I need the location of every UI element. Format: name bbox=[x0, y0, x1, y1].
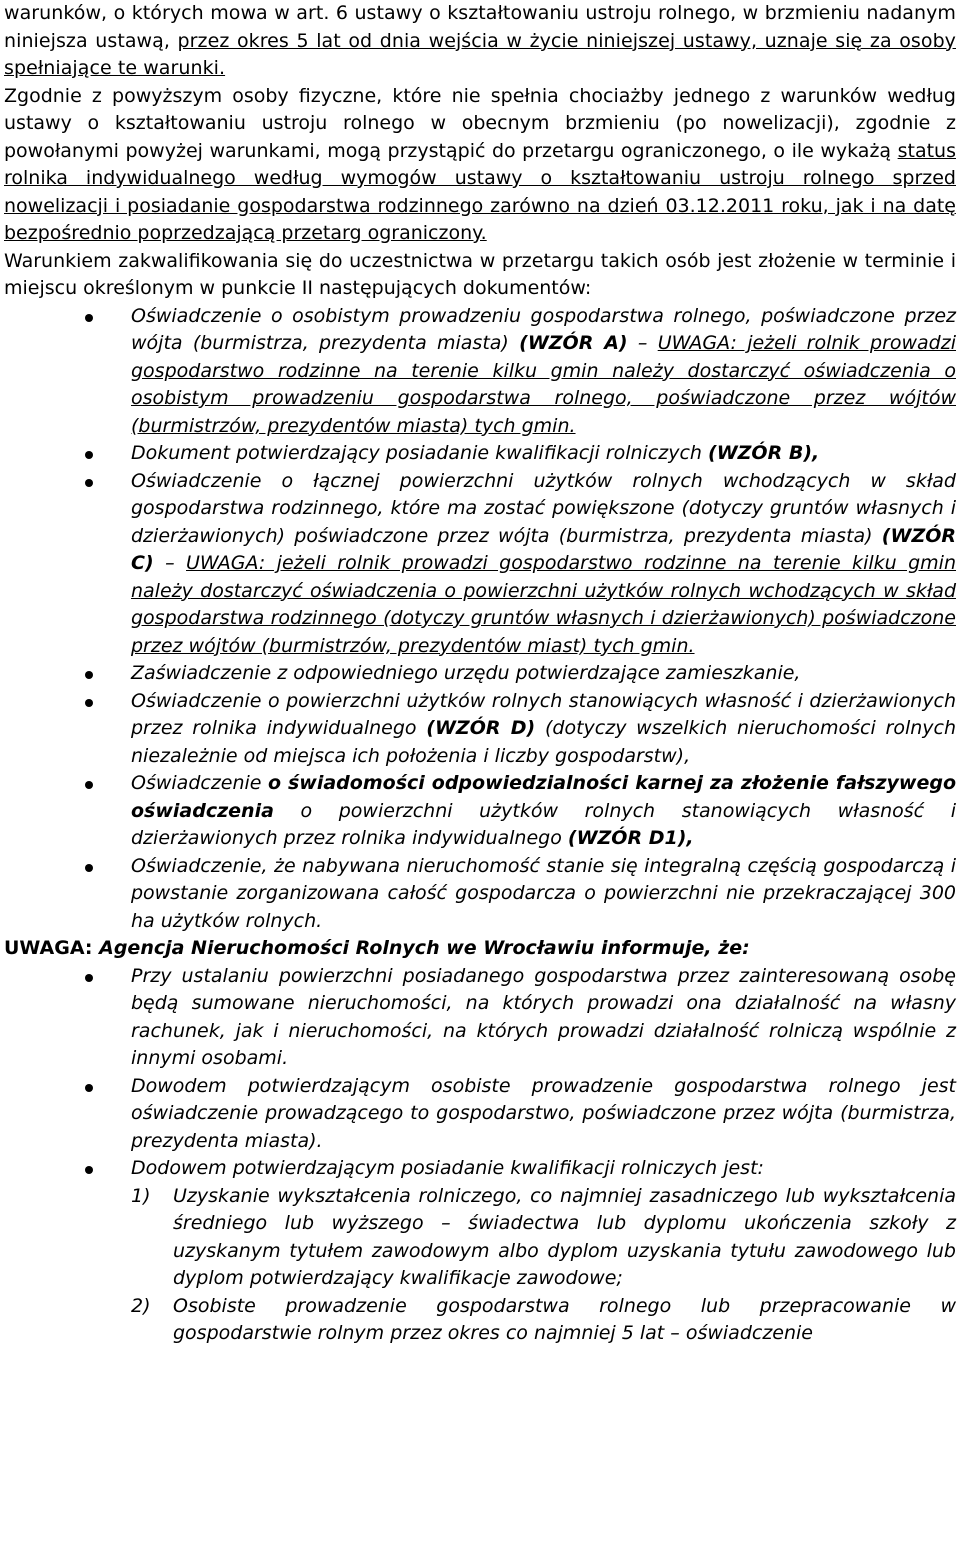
documents-list bbox=[4, 303, 956, 936]
list-item bbox=[4, 963, 956, 1073]
item-text: Oświadczenie bbox=[131, 772, 262, 794]
sublist-number: 1) bbox=[131, 1184, 151, 1207]
bullet-icon bbox=[85, 314, 93, 322]
intro-underlined-text: przez okres 5 lat od dnia wejścia w życie niniejszej ustawy, uznaje się za osoby spełniające te warunki. bbox=[4, 29, 956, 79]
item-emphasis: o świadomości odpowiedzialności karnej za złożenie fałszywego oświadczenia bbox=[131, 772, 956, 822]
conditions-text: Zgodnie z powyższym osoby fizyczne, które nie spełnia chociażby jednego z warunków według ustawy o kształtowaniu ustroju rolnego w obecnym brzmieniu (po nowelizacji), zgodnie z powołanymi powyżej warunkami, mogą przystąpić do przetargu ograniczonego, o ile wykażą bbox=[4, 84, 956, 162]
template-reference: (WZÓR B), bbox=[708, 442, 820, 464]
item-text: Oświadczenie o powierzchni użytków rolnych stanowiących własność i dzierżawionych przez rolnika indywidualnego bbox=[131, 689, 956, 739]
item-text-continued: o powierzchni użytków rolnych stanowiących własność i dzierżawionych przez rolnika indywidualnego bbox=[131, 799, 957, 849]
item-text-continued: (dotyczy wszelkich nieruchomości rolnych niezależnie od miejsca ich położenia i liczby gospodarstw), bbox=[131, 717, 956, 767]
sublist-item bbox=[131, 1293, 956, 1348]
list-item bbox=[4, 688, 956, 771]
notice-label: UWAGA: bbox=[4, 937, 93, 959]
list-item bbox=[4, 660, 956, 688]
intro-paragraph-conditions bbox=[4, 83, 956, 248]
template-reference: (WZÓR D1), bbox=[567, 827, 694, 849]
item-text: Zaświadczenie z odpowiedniego urzędu potwierdzające zamieszkanie, bbox=[131, 662, 801, 684]
bullet-icon bbox=[85, 699, 93, 707]
item-text: Oświadczenie o osobistym prowadzeniu gospodarstwa rolnego, poświadczone przez wójta (burmistrza, prezydenta miasta) bbox=[131, 304, 956, 354]
bullet-icon bbox=[85, 1084, 93, 1092]
item-note: UWAGA: jeżeli rolnik prowadzi gospodarstwo rodzinne na terenie kilku gmin należy dostarczyć oświadczenia o powierzchni użytków rolnych wchodzących w skład gospodarstwa rodzinnego (dotyczy gruntów własnych i dzierżawionych) poświadczone przez wójtów (burmistrzów, prezydentów miast) tych gmin. bbox=[131, 552, 956, 657]
intro-paragraph-continuation bbox=[4, 0, 956, 83]
bullet-icon bbox=[85, 781, 93, 789]
list-item bbox=[4, 303, 956, 441]
qualification-sublist bbox=[131, 1183, 956, 1348]
conditions-underlined-text: status rolnika indywidualnego według wymogów ustawy o kształtowaniu ustroju rolnego sprzed nowelizacji i posiadanie gospodarstwa rodzinnego zarówno na dzień 03.12.2011 roku, jak i na datę bezpośrednio poprzedzającą przetarg ograniczony. bbox=[4, 139, 956, 244]
notice-title: Agencja Nieruchomości Rolnych we Wrocławiu informuje, że: bbox=[99, 937, 750, 959]
sublist-text: Osobiste prowadzenie gospodarstwa rolnego lub przepracowanie w gospodarstwie rolnym przez okres co najmniej 5 lat – oświadczenie bbox=[173, 1294, 956, 1344]
item-text: Przy ustalaniu powierzchni posiadanego gospodarstwa przez zainteresowaną osobę będą sumowane nieruchomości, na których prowadzi ona działalność na własny rachunek, jak i nieruchomości, na których prowadzi działalność rolniczą wspólnie z innymi osobami. bbox=[131, 964, 956, 1069]
bullet-icon bbox=[85, 864, 93, 872]
list-item bbox=[4, 440, 956, 468]
intro-paragraph-requirements: Warunkiem zakwalifikowania się do uczestnictwa w przetargu takich osób jest złożenie w terminie i miejscu określonym w punkcie II następujących dokumentów: bbox=[4, 249, 956, 299]
notice-heading bbox=[4, 935, 956, 963]
list-item bbox=[4, 853, 956, 936]
list-item bbox=[4, 468, 956, 661]
bullet-icon bbox=[85, 479, 93, 487]
sublist-text: Uzyskanie wykształcenia rolniczego, co najmniej zasadniczego lub wykształcenia średniego lub wyższego – świadectwa lub dyplomu ukończenia szkoły z uzyskanym tytułem zawodowym albo dyplom uzyskania tytułu zawodowego lub dyplom potwierdzający kwalifikacje zawodowe; bbox=[173, 1184, 956, 1289]
template-reference: (WZÓR D) bbox=[426, 717, 536, 739]
bullet-icon bbox=[85, 451, 93, 459]
bullet-icon bbox=[85, 1166, 93, 1174]
list-item bbox=[4, 770, 956, 853]
notice-list bbox=[4, 963, 956, 1348]
sublist-item bbox=[131, 1183, 956, 1293]
item-text: Dowodem potwierdzającym osobiste prowadzenie gospodarstwa rolnego jest oświadczenie prowadzącego to gospodarstwo, poświadczone przez wójta (burmistrza, prezydenta miasta). bbox=[131, 1074, 956, 1152]
bullet-icon bbox=[85, 974, 93, 982]
item-text: Oświadczenie, że nabywana nieruchomość stanie się integralną częścią gospodarczą i powstanie zorganizowana całość gospodarcza o powierzchni nie przekraczającej 300 ha użytków rolnych. bbox=[131, 854, 956, 932]
sublist-number: 2) bbox=[131, 1294, 151, 1317]
item-text: Dokument potwierdzający posiadanie kwalifikacji rolniczych bbox=[131, 442, 702, 464]
item-dash: – bbox=[153, 552, 187, 574]
list-item bbox=[4, 1073, 956, 1156]
item-dash: – bbox=[627, 332, 658, 354]
item-text: Oświadczenie o łącznej powierzchni użytków rolnych wchodzących w skład gospodarstwa rodzinnego, które ma zostać powiększone (dotyczy gruntów własnych i dzierżawionych) poświadczone przez wójta (burmistrza, prezydenta miasta) bbox=[131, 469, 956, 547]
list-item bbox=[4, 1155, 956, 1348]
item-text: Dodowem potwierdzającym posiadanie kwalifikacji rolniczych jest: bbox=[131, 1157, 764, 1179]
intro-text: warunków, o których mowa w art. 6 ustawy o kształtowaniu ustroju rolnego, w brzmieniu nadanym niniejsza ustawą, bbox=[4, 2, 956, 52]
template-reference: (WZÓR A) bbox=[519, 332, 628, 354]
bullet-icon bbox=[85, 671, 93, 679]
item-note: UWAGA: jeżeli rolnik prowadzi gospodarstwo rodzinne na terenie kilku gmin należy dostarczyć oświadczenia o osobistym prowadzeniu gospodarstwa rolnego, poświadczone przez wójtów (burmistrzów, prezydentów miasta) tych gmin. bbox=[131, 332, 956, 437]
template-reference: (WZÓR C) bbox=[131, 524, 956, 574]
